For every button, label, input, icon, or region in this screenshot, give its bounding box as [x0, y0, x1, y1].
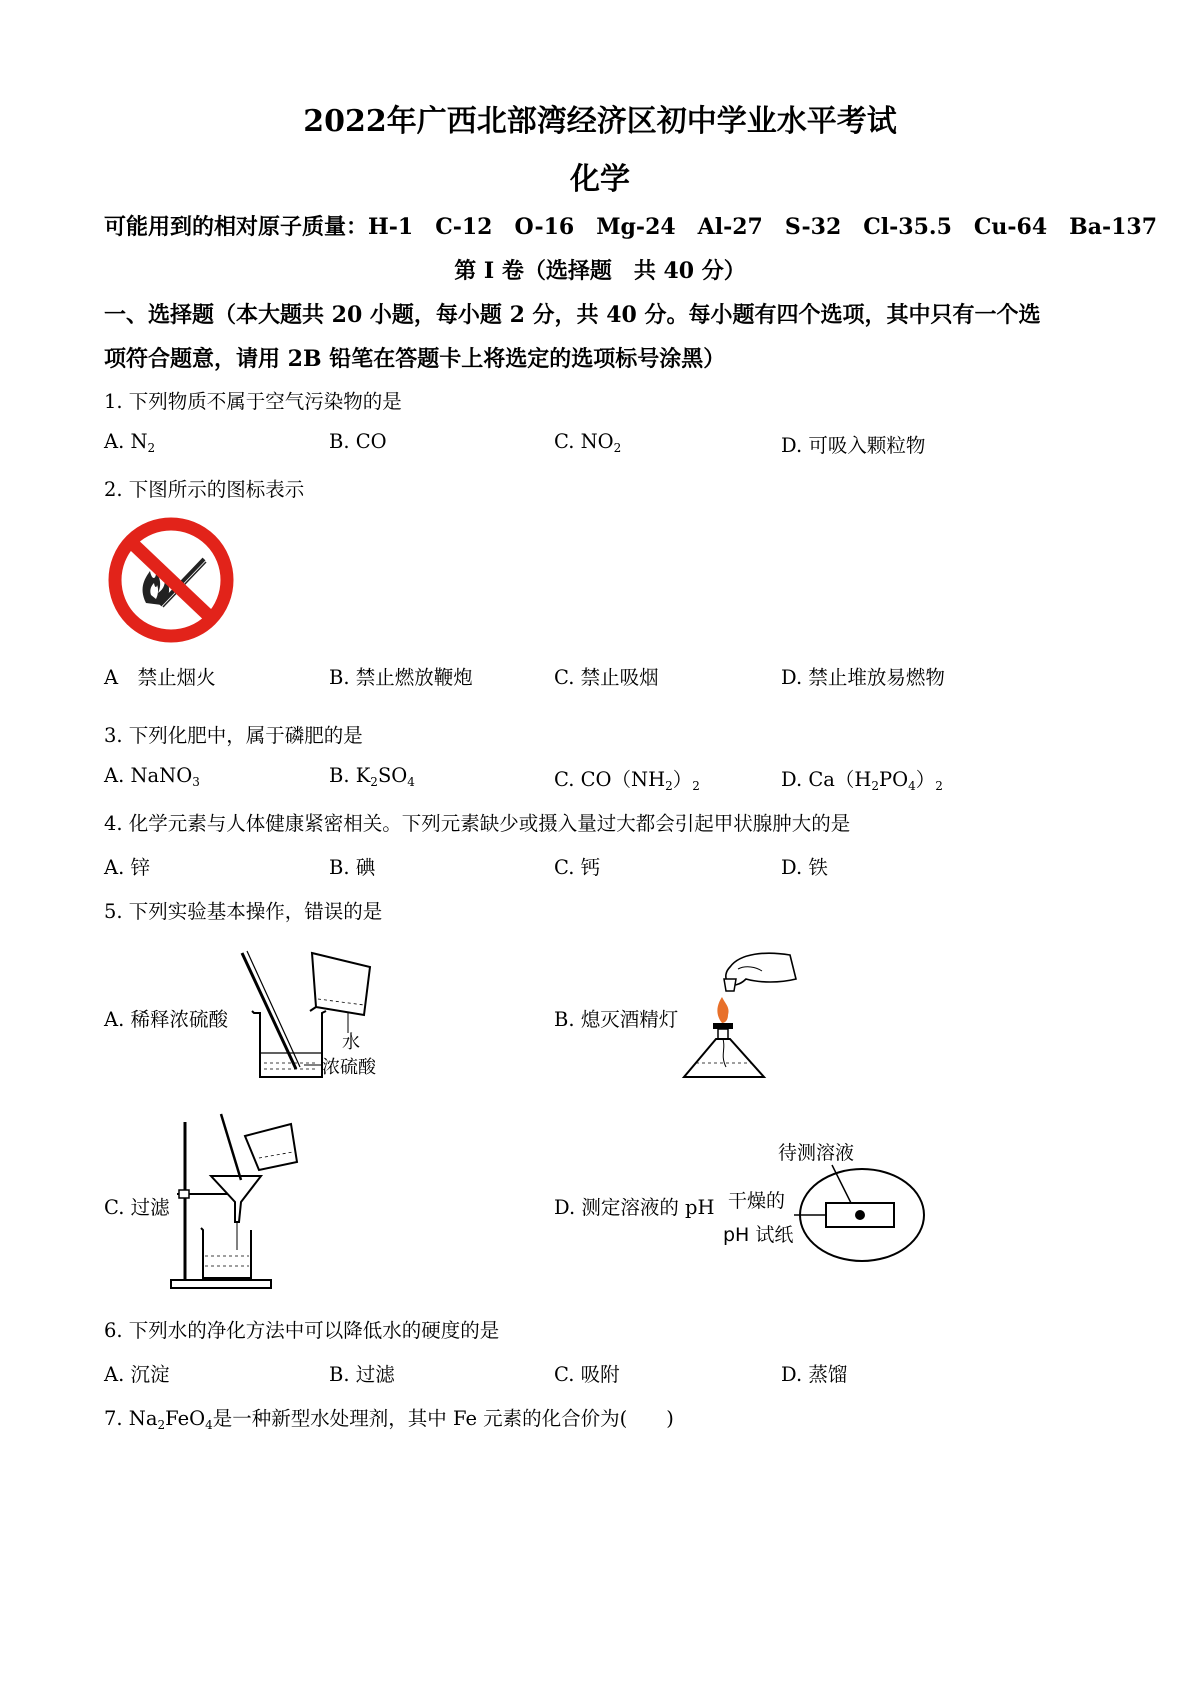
question-1-option-b: B. CO: [329, 430, 387, 453]
question-4-option-d: D. 铁: [781, 856, 828, 879]
question-4-option-a: A. 锌: [104, 856, 150, 879]
question-2-stem: 2. 下图所示的图标表示: [104, 478, 305, 501]
question-3-option-b: B. $K_2SO_4$: [329, 764, 415, 789]
section1-instructions-line2: 项符合题意，请用 2B 铅笔在答题卡上将选定的选项标号涂黑）: [104, 346, 726, 372]
no-fire-sign-icon: [106, 515, 236, 645]
question-1-option-d: D. 可吸入颗粒物: [781, 434, 926, 457]
question-2-option-c: C. 禁止吸烟: [554, 666, 659, 689]
section1-instructions-line1: 一、选择题（本大题共 20 小题，每小题 2 分，共 40 分。每小题有四个选项，其中只有一个选: [104, 302, 1041, 328]
question-5-option-c: C. 过滤: [104, 1196, 170, 1219]
filtration-setup-figure: [165, 1110, 305, 1292]
dilute-sulfuric-acid-figure: [240, 945, 400, 1085]
question-7-stem: 7. $Na_2FeO_4$是一种新型水处理剂，其中 Fe 元素的化合价为( ): [104, 1407, 674, 1432]
label-concentrated-acid: 浓硫酸: [322, 1057, 376, 1078]
subject-title: 化学: [570, 162, 630, 197]
question-3-option-c: C. $CO(NH_2)_2$: [554, 768, 700, 793]
label-water: 水: [342, 1032, 360, 1053]
question-5-option-b: B. 熄灭酒精灯: [554, 1008, 679, 1031]
question-2-option-b: B. 禁止燃放鞭炮: [329, 666, 473, 689]
label-dry: 干燥的: [728, 1190, 786, 1212]
question-1-option-a: A. $N_2$: [104, 430, 156, 455]
exam-title: 2022年广西北部湾经济区初中学业水平考试: [303, 104, 897, 139]
question-3-stem: 3. 下列化肥中，属于磷肥的是: [104, 724, 363, 747]
question-2-option-d: D. 禁止堆放易燃物: [781, 666, 945, 689]
part1-heading: 第 I 卷（选择题 共 40 分）: [454, 258, 746, 284]
question-4-option-b: B. 碘: [329, 856, 376, 879]
question-3-option-d: D. $Ca(H_2PO_4)_2$: [781, 768, 943, 793]
question-6-option-d: D. 蒸馏: [781, 1363, 848, 1386]
measure-ph-figure: [720, 1135, 930, 1265]
question-6-option-b: B. 过滤: [329, 1363, 395, 1386]
label-ph-paper: pH 试纸: [723, 1224, 794, 1246]
question-6-option-c: C. 吸附: [554, 1363, 620, 1386]
question-5-option-d: D. 测定溶液的 pH: [554, 1196, 715, 1219]
question-1-option-c: C. $NO_2$: [554, 430, 622, 455]
question-3-option-a: A. NaNO$_3$: [104, 764, 200, 789]
extinguish-alcohol-lamp-figure: [680, 945, 810, 1090]
question-6-stem: 6. 下列水的净化方法中可以降低水的硬度的是: [104, 1319, 500, 1342]
question-4-stem: 4. 化学元素与人体健康紧密相关。下列元素缺少或摄入量过大都会引起甲状腺肿大的是: [104, 812, 851, 835]
label-solution: 待测溶液: [778, 1142, 855, 1164]
question-5-stem: 5. 下列实验基本操作，错误的是: [104, 900, 383, 923]
question-5-option-a: A. 稀释浓硫酸: [104, 1008, 228, 1031]
question-1-stem: 1. 下列物质不属于空气污染物的是: [104, 390, 402, 413]
question-2-option-a: A 禁止烟火: [104, 666, 216, 689]
atomic-masses: 可能用到的相对原子质量：H-1 C-12 O-16 Mg-24 Al-27 S-32 Cl-35.5 Cu-64 Ba-137: [104, 214, 1158, 240]
question-6-option-a: A. 沉淀: [104, 1363, 170, 1386]
question-4-option-c: C. 钙: [554, 856, 601, 879]
